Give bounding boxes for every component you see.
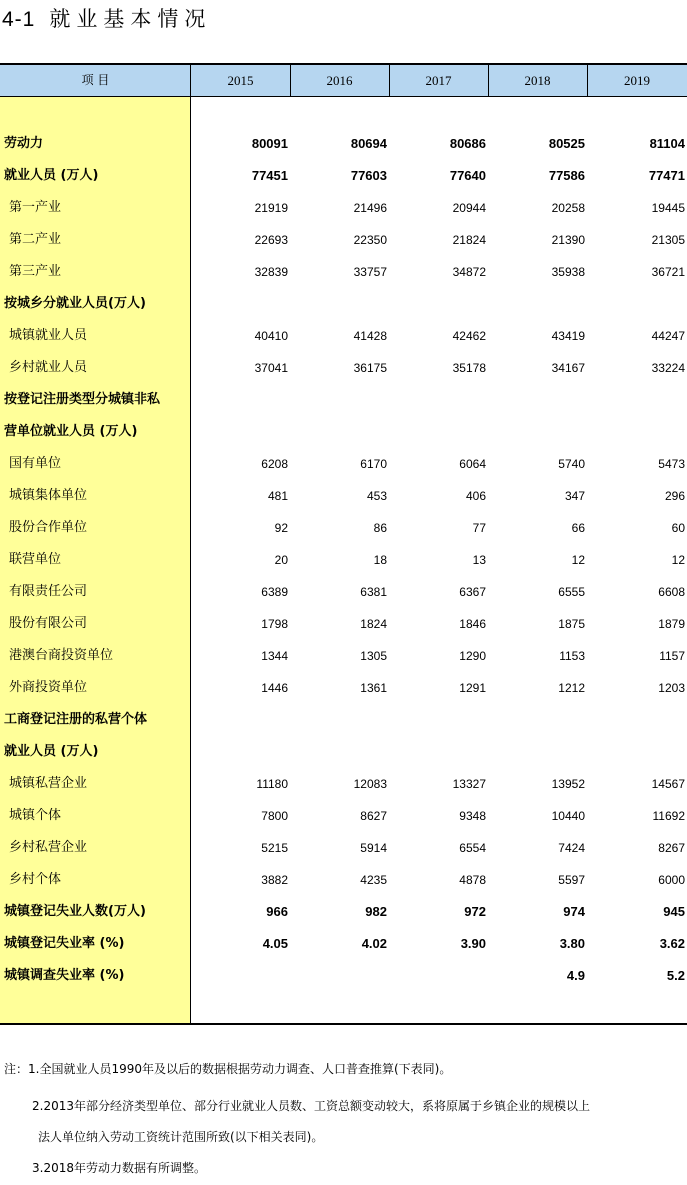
row-value-2018: 1875 bbox=[558, 617, 585, 631]
footnote-1: 注：1.全国就业人员1990年及以后的数据根据劳动力调查、人口普查推算(下表同)。 bbox=[4, 1062, 452, 1076]
header-divider bbox=[290, 65, 291, 96]
row-value-2017 bbox=[396, 416, 486, 448]
table-bottom-rule bbox=[0, 1023, 687, 1025]
row-value-2015: 1446 bbox=[261, 681, 288, 695]
table-row bbox=[0, 640, 687, 672]
row-value-2015 bbox=[198, 736, 288, 768]
row-value-2016: 8627 bbox=[360, 809, 387, 823]
row-value-2019: 296 bbox=[664, 489, 685, 503]
row-label: 城镇登记失业率 (%) bbox=[4, 936, 125, 951]
row-value-2017: 6064 bbox=[459, 457, 486, 471]
table-row bbox=[0, 480, 687, 512]
row-value-2016: 80694 bbox=[350, 136, 387, 151]
row-value-2018: 3.80 bbox=[559, 936, 585, 951]
row-value-2017: 35178 bbox=[452, 361, 486, 375]
row-value-2019: 81104 bbox=[649, 136, 685, 151]
row-value-2018: 80525 bbox=[548, 136, 585, 151]
table-row bbox=[0, 352, 687, 384]
table-row bbox=[0, 864, 687, 896]
row-value-2016: 22350 bbox=[353, 233, 387, 247]
row-value-2016: 1305 bbox=[360, 649, 387, 663]
row-value-2015: 1798 bbox=[261, 617, 288, 631]
row-value-2016: 1824 bbox=[360, 617, 387, 631]
table-row bbox=[0, 544, 687, 576]
row-value-2017: 34872 bbox=[452, 265, 486, 279]
row-value-2016: 6170 bbox=[360, 457, 387, 471]
row-value-2018: 1212 bbox=[558, 681, 585, 695]
row-value-2015: 80091 bbox=[251, 136, 288, 151]
row-value-2018: 4.9 bbox=[566, 968, 585, 983]
row-value-2017 bbox=[396, 384, 486, 416]
row-value-2018: 21390 bbox=[551, 233, 585, 247]
row-value-2019: 6608 bbox=[658, 585, 685, 599]
row-value-2017: 4878 bbox=[459, 873, 486, 887]
footnote-2: 2.2013年部分经济类型单位、部分行业就业人员数、工资总额变动较大，系将原属于乡镇企业的规模以上 bbox=[32, 1099, 590, 1113]
row-value-2017: 9348 bbox=[459, 809, 486, 823]
row-value-2016: 33757 bbox=[353, 265, 387, 279]
row-label: 有限责任公司 bbox=[9, 584, 88, 599]
table-row bbox=[0, 736, 687, 768]
header-year-2015: 2015 bbox=[227, 73, 254, 88]
row-value-2018: 34167 bbox=[551, 361, 585, 375]
row-value-2018: 10440 bbox=[551, 809, 585, 823]
row-value-2019: 36721 bbox=[651, 265, 685, 279]
row-value-2016: 41428 bbox=[353, 329, 387, 343]
row-value-2017: 972 bbox=[464, 904, 486, 919]
row-value-2019: 11692 bbox=[652, 809, 685, 823]
row-value-2015: 1344 bbox=[261, 649, 288, 663]
row-value-2018 bbox=[495, 736, 585, 768]
row-value-2017: 13 bbox=[472, 553, 486, 567]
row-value-2019 bbox=[595, 704, 685, 736]
row-label: 乡村个体 bbox=[9, 872, 62, 887]
row-value-2019: 60 bbox=[671, 521, 685, 535]
table-row bbox=[0, 192, 687, 224]
row-value-2019 bbox=[595, 384, 685, 416]
row-value-2019 bbox=[595, 736, 685, 768]
row-label: 按城乡分就业人员(万人) bbox=[4, 296, 146, 311]
table-row bbox=[0, 384, 687, 416]
row-value-2016 bbox=[297, 416, 387, 448]
row-value-2016: 77603 bbox=[350, 168, 387, 183]
header-year-2017: 2017 bbox=[425, 73, 452, 88]
row-value-2017: 1291 bbox=[459, 681, 486, 695]
row-value-2017 bbox=[396, 736, 486, 768]
row-value-2018: 20258 bbox=[551, 201, 585, 215]
row-value-2019: 77471 bbox=[648, 168, 685, 183]
header-year-2018: 2018 bbox=[524, 73, 551, 88]
table-number: 4-1 bbox=[2, 8, 36, 31]
header-year-2019: 2019 bbox=[624, 73, 650, 88]
row-label: 乡村私营企业 bbox=[9, 840, 88, 855]
row-value-2019: 1157 bbox=[659, 649, 685, 663]
row-value-2015: 6389 bbox=[261, 585, 288, 599]
table-row bbox=[0, 576, 687, 608]
row-value-2018: 347 bbox=[564, 489, 585, 503]
row-value-2016 bbox=[297, 704, 387, 736]
row-label: 股份合作单位 bbox=[9, 520, 88, 535]
header-year-2016: 2016 bbox=[326, 73, 353, 88]
row-value-2018: 66 bbox=[571, 521, 585, 535]
row-value-2015 bbox=[198, 384, 288, 416]
table-row bbox=[0, 224, 687, 256]
row-value-2016: 21496 bbox=[353, 201, 387, 215]
row-label: 外商投资单位 bbox=[9, 680, 88, 695]
row-value-2017 bbox=[396, 288, 486, 320]
row-label: 就业人员 (万人) bbox=[4, 744, 99, 759]
row-value-2019: 1203 bbox=[658, 681, 685, 695]
row-value-2019 bbox=[595, 288, 685, 320]
header-divider bbox=[587, 65, 588, 96]
table-row bbox=[0, 768, 687, 800]
row-value-2015 bbox=[198, 416, 288, 448]
row-value-2019: 945 bbox=[663, 904, 685, 919]
row-value-2017 bbox=[396, 704, 486, 736]
table-row bbox=[0, 928, 687, 960]
row-value-2016 bbox=[297, 736, 387, 768]
table-row bbox=[0, 608, 687, 640]
row-value-2019: 3.62 bbox=[659, 936, 685, 951]
table-row bbox=[0, 288, 687, 320]
row-label: 第三产业 bbox=[9, 264, 62, 279]
row-label: 城镇个体 bbox=[9, 808, 62, 823]
row-value-2019: 12 bbox=[671, 553, 685, 567]
row-value-2015: 77451 bbox=[251, 168, 288, 183]
row-value-2016: 12083 bbox=[353, 777, 387, 791]
row-value-2019: 1879 bbox=[658, 617, 685, 631]
row-label: 营单位就业人员 (万人) bbox=[4, 424, 138, 439]
row-value-2019: 33224 bbox=[651, 361, 685, 375]
row-value-2015: 3882 bbox=[261, 873, 288, 887]
row-value-2019: 14567 bbox=[651, 777, 685, 791]
header-divider bbox=[488, 65, 489, 96]
row-value-2015: 21919 bbox=[254, 201, 288, 215]
table-row bbox=[0, 128, 687, 160]
row-label: 劳动力 bbox=[4, 136, 44, 151]
header-item: 项 目 bbox=[81, 73, 110, 87]
table-row bbox=[0, 960, 687, 992]
row-value-2017: 21824 bbox=[452, 233, 486, 247]
row-value-2016: 4.02 bbox=[361, 936, 387, 951]
row-value-2017: 3.90 bbox=[460, 936, 486, 951]
row-value-2018: 43419 bbox=[551, 329, 585, 343]
row-value-2017: 13327 bbox=[452, 777, 486, 791]
row-value-2015: 7800 bbox=[261, 809, 288, 823]
row-value-2017: 20944 bbox=[452, 201, 486, 215]
row-value-2018: 5597 bbox=[558, 873, 585, 887]
row-value-2015: 966 bbox=[266, 904, 288, 919]
row-label: 城镇就业人员 bbox=[9, 328, 88, 343]
table-row bbox=[0, 160, 687, 192]
row-value-2015: 4.05 bbox=[262, 936, 288, 951]
row-value-2018: 5740 bbox=[558, 457, 585, 471]
row-value-2019 bbox=[595, 416, 685, 448]
row-value-2018 bbox=[495, 288, 585, 320]
row-label: 城镇登记失业人数(万人) bbox=[4, 904, 146, 919]
row-value-2017 bbox=[396, 960, 486, 992]
table-row bbox=[0, 672, 687, 704]
row-value-2019: 8267 bbox=[658, 841, 685, 855]
row-value-2017: 6367 bbox=[459, 585, 486, 599]
row-value-2018 bbox=[495, 384, 585, 416]
row-value-2018: 6555 bbox=[558, 585, 585, 599]
row-value-2018: 13952 bbox=[551, 777, 585, 791]
footnote-3: 3.2018年劳动力数据有所调整。 bbox=[32, 1161, 206, 1175]
row-value-2016 bbox=[297, 384, 387, 416]
row-label: 城镇集体单位 bbox=[9, 488, 88, 503]
row-value-2015 bbox=[198, 288, 288, 320]
row-value-2015: 40410 bbox=[254, 329, 288, 343]
row-label: 城镇调查失业率 (%) bbox=[4, 968, 125, 983]
row-value-2018: 77586 bbox=[548, 168, 585, 183]
row-label: 就业人员 (万人) bbox=[4, 168, 99, 183]
row-value-2019: 5473 bbox=[658, 457, 685, 471]
row-value-2018 bbox=[495, 416, 585, 448]
table-row bbox=[0, 896, 687, 928]
row-value-2019: 21305 bbox=[651, 233, 685, 247]
row-value-2019: 19445 bbox=[651, 201, 685, 215]
row-value-2017: 6554 bbox=[459, 841, 486, 855]
row-value-2017: 1290 bbox=[459, 649, 486, 663]
row-value-2018: 7424 bbox=[558, 841, 585, 855]
row-value-2019: 5.2 bbox=[666, 968, 685, 983]
row-value-2017: 77 bbox=[472, 521, 486, 535]
row-value-2018: 974 bbox=[563, 904, 585, 919]
row-value-2015: 37041 bbox=[254, 361, 288, 375]
row-value-2016 bbox=[297, 960, 387, 992]
row-label: 股份有限公司 bbox=[9, 616, 88, 631]
row-value-2019: 6000 bbox=[658, 873, 685, 887]
row-value-2015: 32839 bbox=[254, 265, 288, 279]
row-value-2016: 36175 bbox=[353, 361, 387, 375]
row-value-2016: 6381 bbox=[360, 585, 387, 599]
table-row bbox=[0, 416, 687, 448]
row-value-2016: 86 bbox=[373, 521, 387, 535]
row-value-2017: 77640 bbox=[449, 168, 486, 183]
table-row bbox=[0, 704, 687, 736]
row-value-2017: 42462 bbox=[452, 329, 486, 343]
row-value-2016: 1361 bbox=[360, 681, 387, 695]
table-row bbox=[0, 832, 687, 864]
row-label: 乡村就业人员 bbox=[9, 360, 88, 375]
row-label: 城镇私营企业 bbox=[9, 776, 88, 791]
footnote-2-continued: 法人单位纳入劳动工资统计范围所致(以下相关表同)。 bbox=[38, 1130, 324, 1144]
row-label: 国有单位 bbox=[9, 456, 62, 471]
row-value-2018: 12 bbox=[571, 553, 585, 567]
table-row bbox=[0, 320, 687, 352]
row-value-2015: 11180 bbox=[256, 777, 288, 791]
table-row bbox=[0, 512, 687, 544]
table-row bbox=[0, 800, 687, 832]
row-value-2016: 4235 bbox=[360, 873, 387, 887]
row-label: 按登记注册类型分城镇非私 bbox=[4, 392, 161, 407]
row-value-2016: 982 bbox=[365, 904, 387, 919]
row-value-2018: 1153 bbox=[559, 649, 585, 663]
row-value-2015: 6208 bbox=[261, 457, 288, 471]
row-label: 工商登记注册的私营个体 bbox=[4, 712, 148, 727]
table-row bbox=[0, 448, 687, 480]
row-value-2017: 406 bbox=[465, 489, 486, 503]
row-value-2015: 92 bbox=[274, 521, 288, 535]
row-value-2019: 44247 bbox=[651, 329, 685, 343]
page-title bbox=[2, 3, 211, 35]
row-value-2015: 20 bbox=[274, 553, 288, 567]
row-label: 第一产业 bbox=[9, 200, 62, 215]
employment-table bbox=[0, 63, 687, 1025]
row-label: 联营单位 bbox=[9, 552, 62, 567]
row-value-2018 bbox=[495, 704, 585, 736]
row-value-2017: 1846 bbox=[459, 617, 486, 631]
header-divider bbox=[389, 65, 390, 96]
row-value-2018: 35938 bbox=[551, 265, 585, 279]
row-value-2015: 5215 bbox=[261, 841, 288, 855]
row-value-2017: 80686 bbox=[449, 136, 486, 151]
row-label: 第二产业 bbox=[9, 232, 62, 247]
row-value-2015 bbox=[198, 960, 288, 992]
row-value-2015: 481 bbox=[267, 489, 288, 503]
table-title: 就业基本情况 bbox=[49, 7, 212, 31]
table-row bbox=[0, 256, 687, 288]
row-value-2015: 22693 bbox=[254, 233, 288, 247]
row-label: 港澳台商投资单位 bbox=[9, 648, 114, 663]
row-value-2016: 18 bbox=[373, 553, 387, 567]
row-value-2016 bbox=[297, 288, 387, 320]
row-value-2015 bbox=[198, 704, 288, 736]
row-value-2016: 5914 bbox=[360, 841, 387, 855]
row-value-2016: 453 bbox=[366, 489, 387, 503]
header-rule bbox=[0, 96, 687, 97]
